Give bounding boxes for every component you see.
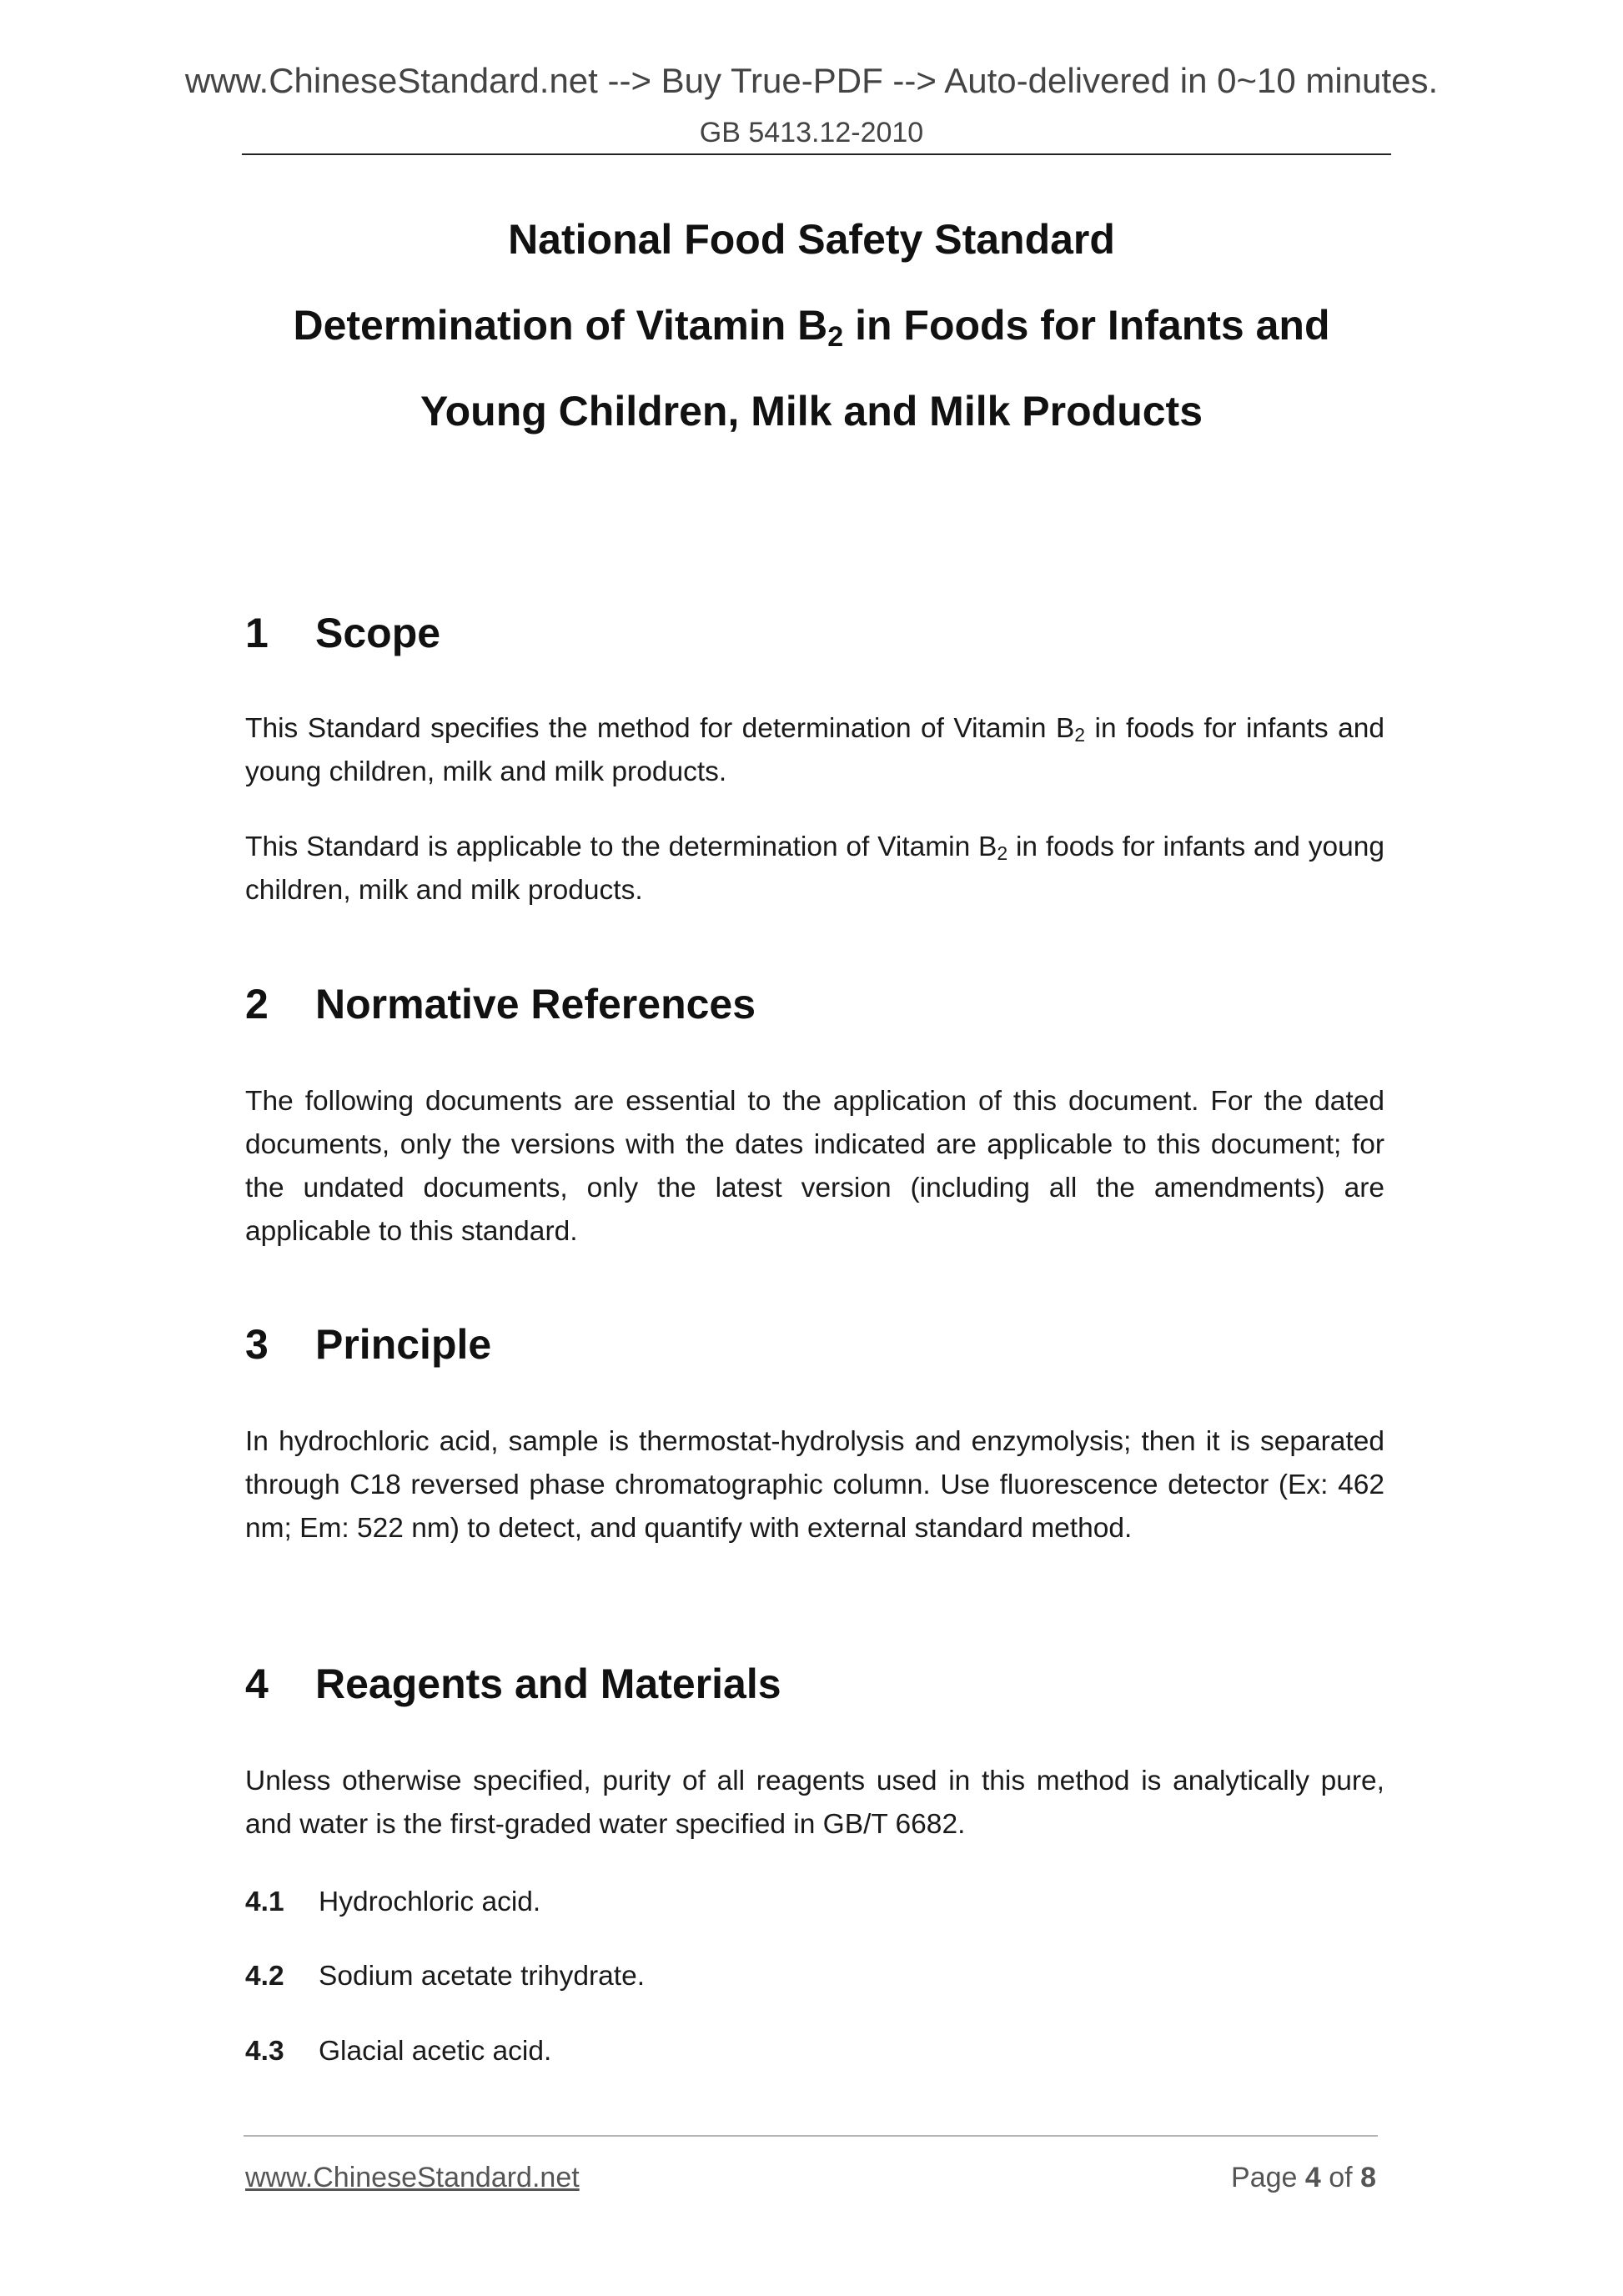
- header-banner: www.ChineseStandard.net --> Buy True-PDF --> Auto-delivered in 0~10 minutes.: [184, 61, 1439, 100]
- section-1-number: 1: [245, 610, 269, 656]
- title-line-2: [0, 302, 1623, 353]
- clause-4-2: [245, 1962, 645, 1991]
- clause-4-1: [245, 1888, 540, 1917]
- clause-4-3-text: Glacial acetic acid.: [319, 2036, 552, 2067]
- section-1-paragraph-1-post: in foods for infants and young children, milk and milk products.: [245, 713, 1384, 787]
- footer-page-of: of: [1320, 2162, 1361, 2193]
- footer-page-current: 4: [1304, 2162, 1321, 2193]
- section-2-number: 2: [245, 981, 269, 1027]
- footer-page-total: 8: [1360, 2162, 1376, 2193]
- title-line-1: National Food Safety Standard: [508, 216, 1115, 263]
- section-1-title: Scope: [315, 610, 441, 656]
- title-line-3: Young Children, Milk and Milk Products: [420, 388, 1203, 435]
- section-4-paragraph-1: Unless otherwise specified, purity of all reagents used in this method is analytically pure, and water is the first-graded water specified in GB/T 6682.: [245, 1766, 1384, 1840]
- footer-site-link[interactable]: www.ChineseStandard.net: [245, 2162, 580, 2193]
- section-2-title: Normative References: [315, 981, 756, 1027]
- section-3-number: 3: [245, 1321, 269, 1368]
- clause-4-1-text: Hydrochloric acid.: [319, 1887, 541, 1917]
- section-1-paragraph-2-post: in foods for infants and young children, milk and milk products.: [245, 831, 1384, 906]
- footer-page-prefix: Page: [1231, 2162, 1305, 2193]
- title-line-2-post: in Foods for Infants and: [843, 302, 1330, 349]
- footer-divider: [244, 2135, 1378, 2137]
- clause-4-2-number: 4.2: [245, 1961, 284, 1992]
- section-1-paragraph-2-subscript: 2: [997, 842, 1008, 864]
- section-1-paragraph-1-subscript: 2: [1074, 724, 1086, 746]
- standard-code: GB 5413.12-2010: [699, 117, 924, 148]
- section-3-title: Principle: [315, 1321, 492, 1368]
- section-4-heading: [245, 1660, 781, 1707]
- section-2-paragraph-1: The following documents are essential to the application of this document. For the dated documents, only the versions with the dates indicated are applicable to this document; for the undated documents, only the latest version (including all the amendments) are applicable to this standard.: [245, 1086, 1384, 1247]
- clause-4-3-number: 4.3: [245, 2036, 284, 2067]
- clause-4-1-number: 4.1: [245, 1887, 284, 1917]
- section-1-paragraph-1-pre: This Standard specifies the method for determination of Vitamin B: [245, 713, 1075, 744]
- section-4-number: 4: [245, 1660, 269, 1707]
- footer-page-indicator: [1231, 2163, 1376, 2192]
- section-1-paragraph-2-pre: This Standard is applicable to the determination of Vitamin B: [245, 831, 997, 862]
- clause-4-3: [245, 2037, 551, 2066]
- section-3-paragraph-1: In hydrochloric acid, sample is thermostat-hydrolysis and enzymolysis; then it is separated through C18 reversed phase chromatographic column. Use fluorescence detector (Ex: 462 nm; Em: 522 nm) to detect, and quantify with external standard method.: [245, 1426, 1384, 1544]
- section-1-paragraph-2: [245, 826, 1384, 912]
- section-3-heading: [245, 1321, 492, 1368]
- clause-4-2-text: Sodium acetate trihydrate.: [319, 1961, 646, 1992]
- title-line-2-pre: Determination of Vitamin B: [293, 302, 828, 349]
- title-line-2-subscript: 2: [827, 321, 844, 353]
- section-1-paragraph-1: [245, 707, 1384, 794]
- header-divider: [242, 153, 1391, 155]
- section-4-title: Reagents and Materials: [315, 1660, 781, 1707]
- section-1-heading: [245, 612, 440, 654]
- section-2-heading: [245, 983, 756, 1025]
